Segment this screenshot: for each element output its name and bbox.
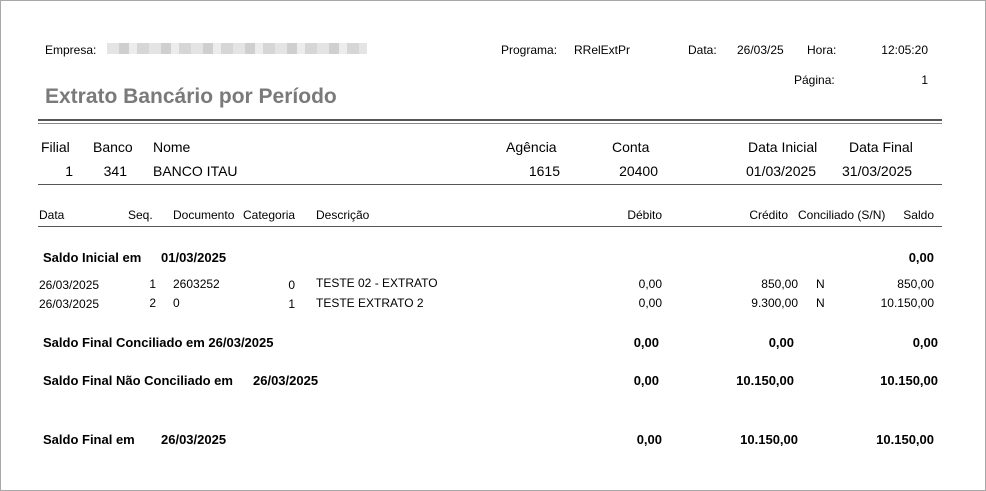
banco-value: 341 xyxy=(103,163,127,179)
col-credito: Crédito xyxy=(749,208,788,222)
row-conciliado: N xyxy=(816,296,825,310)
saldo-final-nao-conciliado-label: Saldo Final Não Conciliado em xyxy=(43,373,233,388)
data-final-header: Data Final xyxy=(849,139,913,155)
nome-header: Nome xyxy=(153,139,191,155)
row-data: 26/03/2025 xyxy=(39,278,100,292)
saldo-final-saldo: 10.150,00 xyxy=(876,432,934,447)
hora-value: 12:05:20 xyxy=(881,43,928,57)
saldo-final-credito: 10.150,00 xyxy=(740,432,798,447)
row-saldo: 10.150,00 xyxy=(880,296,934,310)
row-saldo: 850,00 xyxy=(897,277,934,291)
row-documento: 2603252 xyxy=(173,277,220,291)
col-data: Data xyxy=(39,208,65,222)
saldo-final-conciliado-label: Saldo Final Conciliado em 26/03/2025 xyxy=(43,335,274,350)
col-saldo: Saldo xyxy=(903,208,934,222)
row-debito: 0,00 xyxy=(638,277,662,291)
row-conciliado: N xyxy=(816,277,825,291)
col-seq: Seq. xyxy=(128,208,153,222)
data-inicial-header: Data Inicial xyxy=(748,139,818,155)
col-debito: Débito xyxy=(627,208,662,222)
row-data: 26/03/2025 xyxy=(39,297,100,311)
nome-value: BANCO ITAU xyxy=(153,163,238,179)
col-documento: Documento xyxy=(173,208,235,222)
data-label: Data: xyxy=(688,43,717,57)
pagina-label: Página: xyxy=(794,73,835,87)
account-divider xyxy=(38,184,942,185)
row-documento: 0 xyxy=(173,296,180,310)
filial-header: Filial xyxy=(41,139,70,155)
col-categoria: Categoria xyxy=(243,208,296,222)
programa-label: Programa: xyxy=(501,43,558,57)
banco-header: Banco xyxy=(93,139,133,155)
agencia-header: Agência xyxy=(506,139,557,155)
agencia-value: 1615 xyxy=(528,163,560,179)
saldo-final-conciliado-saldo: 0,00 xyxy=(912,335,938,350)
conta-value: 20400 xyxy=(619,163,658,179)
saldo-final-label: Saldo Final em xyxy=(43,432,135,447)
saldo-final-nao-conciliado-debito: 0,00 xyxy=(633,373,659,388)
row-categoria: 1 xyxy=(288,297,295,311)
saldo-final-debito: 0,00 xyxy=(636,432,662,447)
saldo-inicial-label: Saldo Inicial em xyxy=(43,250,142,265)
saldo-inicial-date: 01/03/2025 xyxy=(161,250,227,265)
saldo-final-conciliado-credito: 0,00 xyxy=(768,335,794,350)
row-debito: 0,00 xyxy=(638,296,662,310)
row-categoria: 0 xyxy=(288,278,295,292)
filial-value: 1 xyxy=(65,163,73,179)
empresa-redacted-value xyxy=(107,43,367,54)
col-descricao: Descrição xyxy=(316,208,370,222)
saldo-final-conciliado-debito: 0,00 xyxy=(633,335,659,350)
data-inicial-value: 01/03/2025 xyxy=(746,163,817,179)
title-divider-top xyxy=(38,119,942,121)
empresa-label: Empresa: xyxy=(45,43,97,57)
data-value: 26/03/25 xyxy=(737,43,784,57)
row-seq: 2 xyxy=(149,296,156,310)
saldo-final-nao-conciliado-saldo: 10.150,00 xyxy=(880,373,938,388)
programa-value: RRelExtPr xyxy=(574,43,631,57)
hora-label: Hora: xyxy=(807,43,837,57)
title-divider-bottom xyxy=(38,123,942,124)
col-conciliado: Conciliado (S/N) xyxy=(798,208,886,222)
conta-header: Conta xyxy=(612,139,650,155)
saldo-final-date: 26/03/2025 xyxy=(161,432,227,447)
data-final-value: 31/03/2025 xyxy=(842,163,913,179)
row-credito: 9.300,00 xyxy=(751,296,798,310)
row-seq: 1 xyxy=(149,277,156,291)
columns-divider xyxy=(38,226,942,227)
saldo-inicial-value: 0,00 xyxy=(908,250,934,265)
saldo-final-nao-conciliado-date: 26/03/2025 xyxy=(253,373,319,388)
row-credito: 850,00 xyxy=(761,277,798,291)
row-descricao: TESTE EXTRATO 2 xyxy=(316,296,424,310)
pagina-value: 1 xyxy=(921,73,928,87)
report-title: Extrato Bancário por Período xyxy=(45,85,337,108)
row-descricao: TESTE 02 - EXTRATO xyxy=(316,276,438,290)
saldo-final-nao-conciliado-credito: 10.150,00 xyxy=(736,373,794,388)
